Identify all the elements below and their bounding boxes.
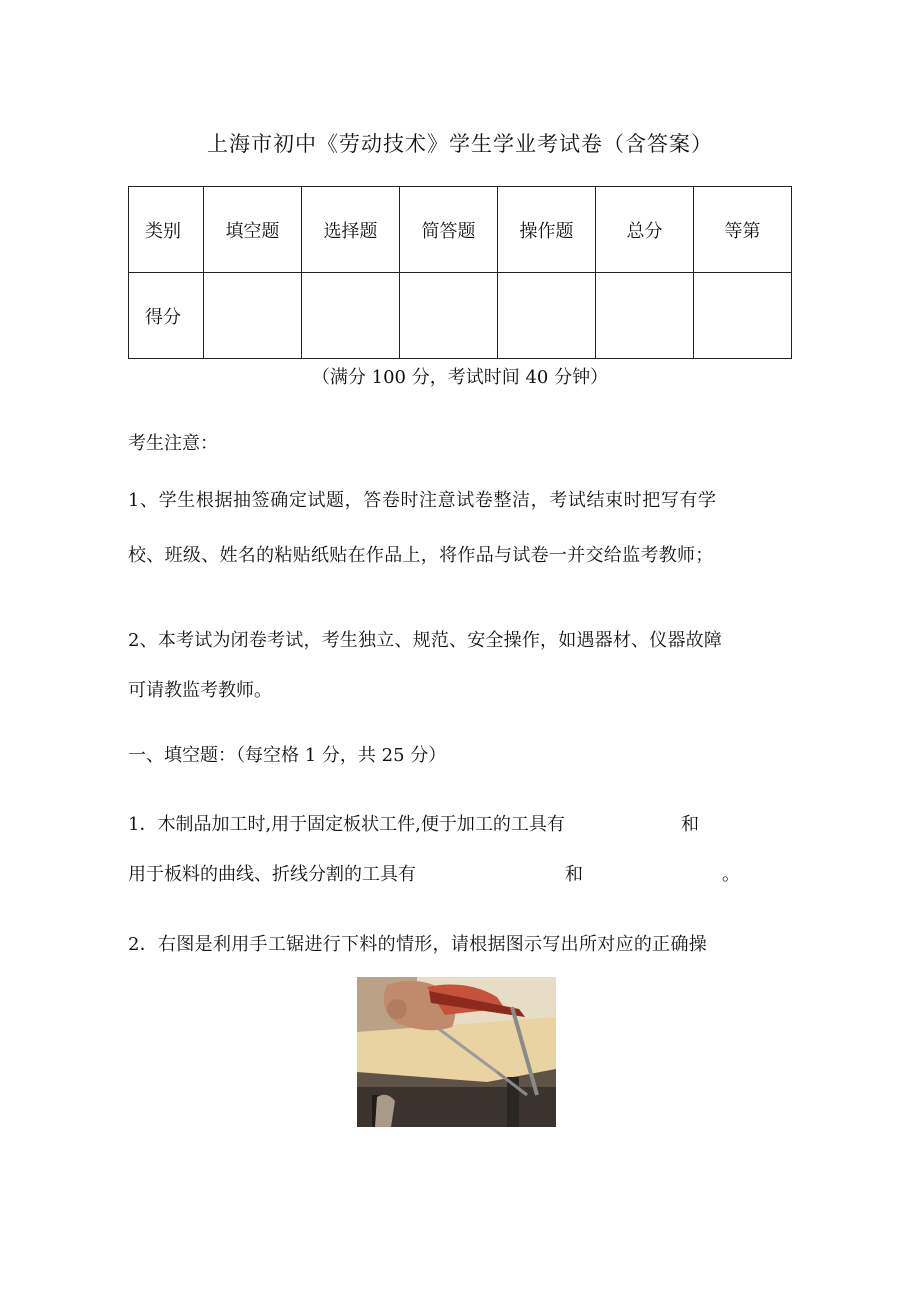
score-cell-operation [498,273,596,359]
notice-1-line-1: 1、学生根据抽签确定试题，答卷时注意试卷整洁，考试结束时把写有学 [128,490,717,511]
question-1-end-mark: 。 [722,864,740,885]
score-header-total: 总分 [596,187,694,273]
score-header-category: 类别 [129,187,204,273]
score-header-short-answer: 简答题 [400,187,498,273]
exam-info: （满分 100 分，考试时间 40 分钟） [311,367,609,388]
question-2-line-1: 2．右图是利用手工锯进行下料的情形，请根据图示写出所对应的正确操 [128,934,708,955]
score-cell-short-answer [400,273,498,359]
question-1-line-1: 1．木制品加工时,用于固定板状工件,便于加工的工具有 [128,814,565,835]
notice-heading: 考生注意： [128,433,218,454]
notice-1-line-2: 校、班级、姓名的粘贴纸贴在作品上，将作品与试卷一并交给监考教师； [128,545,714,566]
score-table-score-row [129,273,792,359]
score-header-fill-blank: 填空题 [204,187,302,273]
score-cell-choice [302,273,400,359]
score-table [128,186,792,359]
notice-2-line-1: 2、本考试为闭卷考试，考生独立、规范、安全操作，如遇器材、仪器故障 [128,630,723,651]
page-title: 上海市初中《劳动技术》学生学业考试卷（含答案） [207,132,713,156]
score-header-operation: 操作题 [498,187,596,273]
question-1-line-2: 用于板料的曲线、折线分割的工具有 [128,864,416,885]
score-cell-fill-blank [204,273,302,359]
hand-saw-photo [357,977,556,1127]
question-1-and-1: 和 [681,814,699,835]
score-cell-grade [694,273,792,359]
score-header-grade: 等第 [694,187,792,273]
score-cell-total [596,273,694,359]
section-1-heading: 一、填空题：（每空格 1 分，共 25 分） [128,745,447,766]
question-1-and-2: 和 [565,864,583,885]
score-table-header-row [129,187,792,273]
notice-2-line-2: 可请教监考教师。 [128,680,272,701]
score-header-choice: 选择题 [302,187,400,273]
score-row-label: 得分 [129,273,204,359]
